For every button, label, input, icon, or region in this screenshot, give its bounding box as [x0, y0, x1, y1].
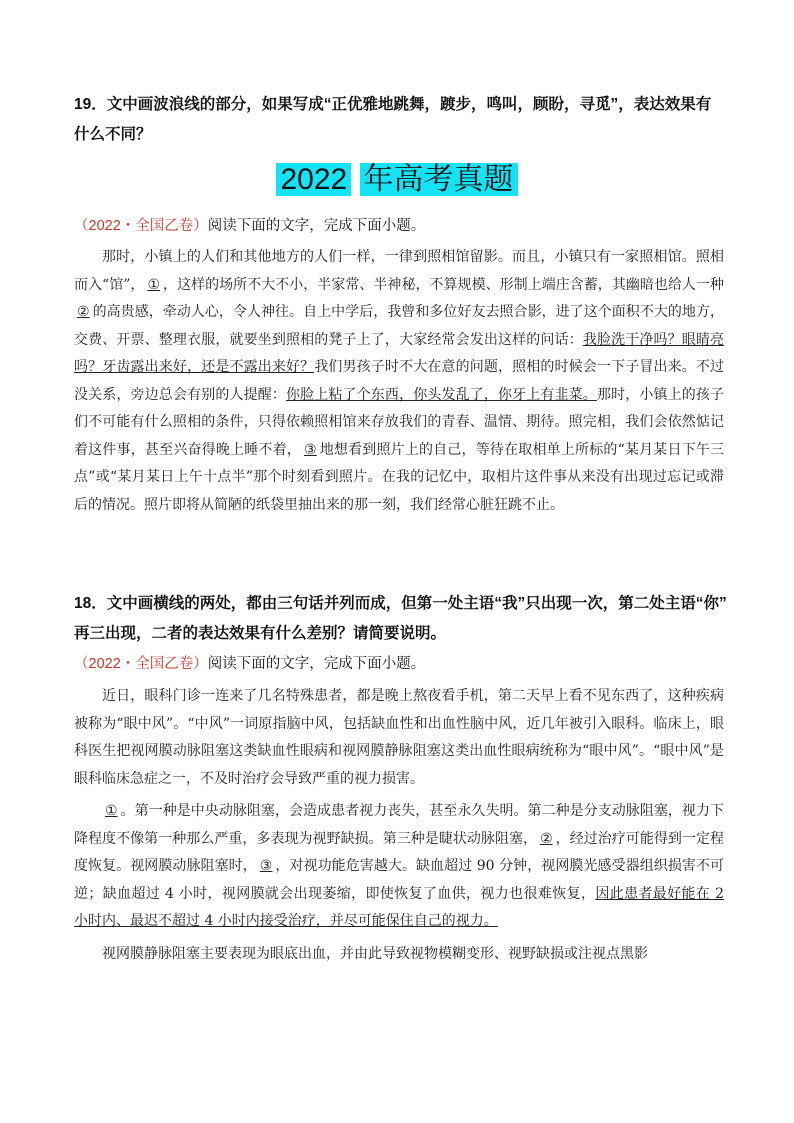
passage-2-paragraph-1: 近日，眼科门诊一连来了几名特殊患者，都是晚上熬夜看手机，第二天早上看不见东西了，这种疾病被称为“眼中风”。“中风”一词原指脑中风，包括缺血性和出血性脑中风，近几年被引入眼科。临床上，眼科医生把视网膜动脉阻塞这类缺血性眼病和视网膜静脉阻塞这类出血性眼病统称为“眼中风”。“眼中风”是眼科临床急症之一，不及时治疗会导致严重的视力损害。 [74, 688, 724, 787]
section-banner [0, 156, 794, 204]
underlined-sentence: 因此患者最好能在 2 小时内、最迟不超过 4 小时内接受治疗，并尽可能保住自己的视力。 [74, 885, 724, 929]
passage-1 [74, 244, 724, 519]
blank-2: ② [540, 830, 553, 847]
source-line-2 [74, 652, 734, 676]
passage-text: ，这样的场所不大不小，半家常、半神秘，不算规模、形制上端庄含蓄，其幽暗也给人一种 [163, 276, 724, 293]
source-text-2: 阅读下面的文字，完成下面小题。 [207, 656, 426, 672]
passage-2-paragraph-2 [74, 798, 724, 936]
blank-1: ① [147, 276, 161, 293]
passage-2 [74, 683, 724, 968]
passage-text: 。第一种是中央动脉阻塞，会造成患者视力丧失，甚至永久失明。第二种是分支动脉阻塞，视力下降程度不像第一种那么严重，多表现为视野缺损。第三种是睫状动脉阻塞， [74, 803, 724, 847]
banner-year: 2022 [276, 163, 351, 196]
blank-3: ③ [259, 858, 273, 874]
passage-text: 我们男孩子时不大在意的问题，照相的时候会一下子冒出来。不过没关系，旁边总会有别的人提醒： [74, 359, 724, 403]
passage-text: 地想看到照片上的自己，等待在取相单上所标的“某月某日下午三点”或“某月某日上午十点半”那个时刻看到照片。在我的记忆中，取相片这件事从来没有出现过忘记或滞后的情况。照片即将从简陋的纸袋里抽出来的那一刻，我们经常心脏狂跳不止。 [74, 441, 725, 513]
underlined-sentence-2: 你脸上粘了个东西，你头发乱了，你牙上有韭菜。 [286, 386, 597, 403]
question-18 [74, 589, 734, 649]
source-tag-2: （2022・全国乙卷） [74, 656, 208, 672]
question-19-line2: 什么不同？ [74, 126, 152, 143]
blank-3: ③ [303, 441, 317, 458]
passage-text: ，经过治疗可能得到一定程度恢复。视网膜动脉阻塞时， [74, 830, 725, 874]
source-line-1 [74, 214, 734, 238]
passage-text: 的高贵感，牵动人心，令人神往。自上中学后，我曾和多位好友去照合影，进了这个面积不大的地方，交费、开票、整理衣服，就要坐到照相的凳子上了，大家经常会发出这样的问话： [74, 304, 724, 348]
passage-1-paragraph [74, 244, 724, 519]
banner-title: 年高考真题 [360, 163, 518, 196]
passage-text: 那时，小镇上的孩子们不可能有什么照相的条件，只得依赖照相馆来存放我们的青春、温情、期待。照完相，我们会依然惦记着这件事，甚至兴奋得晚上睡不着， [74, 386, 725, 458]
blank-2: ② [77, 304, 90, 320]
passage-text: 那时，小镇上的人们和其他地方的人们一样，一律到照相馆留影。而且，小镇只有一家照相馆。照相而入“馆”， [74, 249, 724, 293]
question-19 [74, 90, 734, 150]
underlined-sentence-1: 我脸洗干净吗？眼睛亮吗？牙齿露出来好，还是不露出来好？ [74, 331, 725, 375]
passage-2-paragraph-3: 视网膜静脉阻塞主要表现为眼底出血，并由此导致视物模糊变形、视野缺损或注视点黑影 [102, 945, 648, 962]
question-18-line1: 18．文中画横线的两处，都由三句话并列而成，但第一处主语“我”只出现一次，第二处主语“你” [74, 595, 727, 612]
question-19-line1: 19．文中画波浪线的部分，如果写成“正优雅地跳舞，踱步，鸣叫，顾盼，寻觅”，表达效果有 [74, 96, 712, 113]
blank-1: ① [105, 803, 118, 819]
question-18-line2: 再三出现，二者的表达效果有什么差别？请简要说明。 [74, 625, 447, 642]
passage-text: ，对视功能危害越大。缺血超过 90 分钟，视网膜光感受器组织损害不可逆；缺血超过 4 小时，视网膜就会出现萎缩，即使恢复了血供，视力也很难恢复， [74, 858, 725, 902]
source-text-1: 阅读下面的文字，完成下面小题。 [207, 218, 426, 234]
source-tag-1: （2022・全国乙卷） [74, 218, 208, 234]
